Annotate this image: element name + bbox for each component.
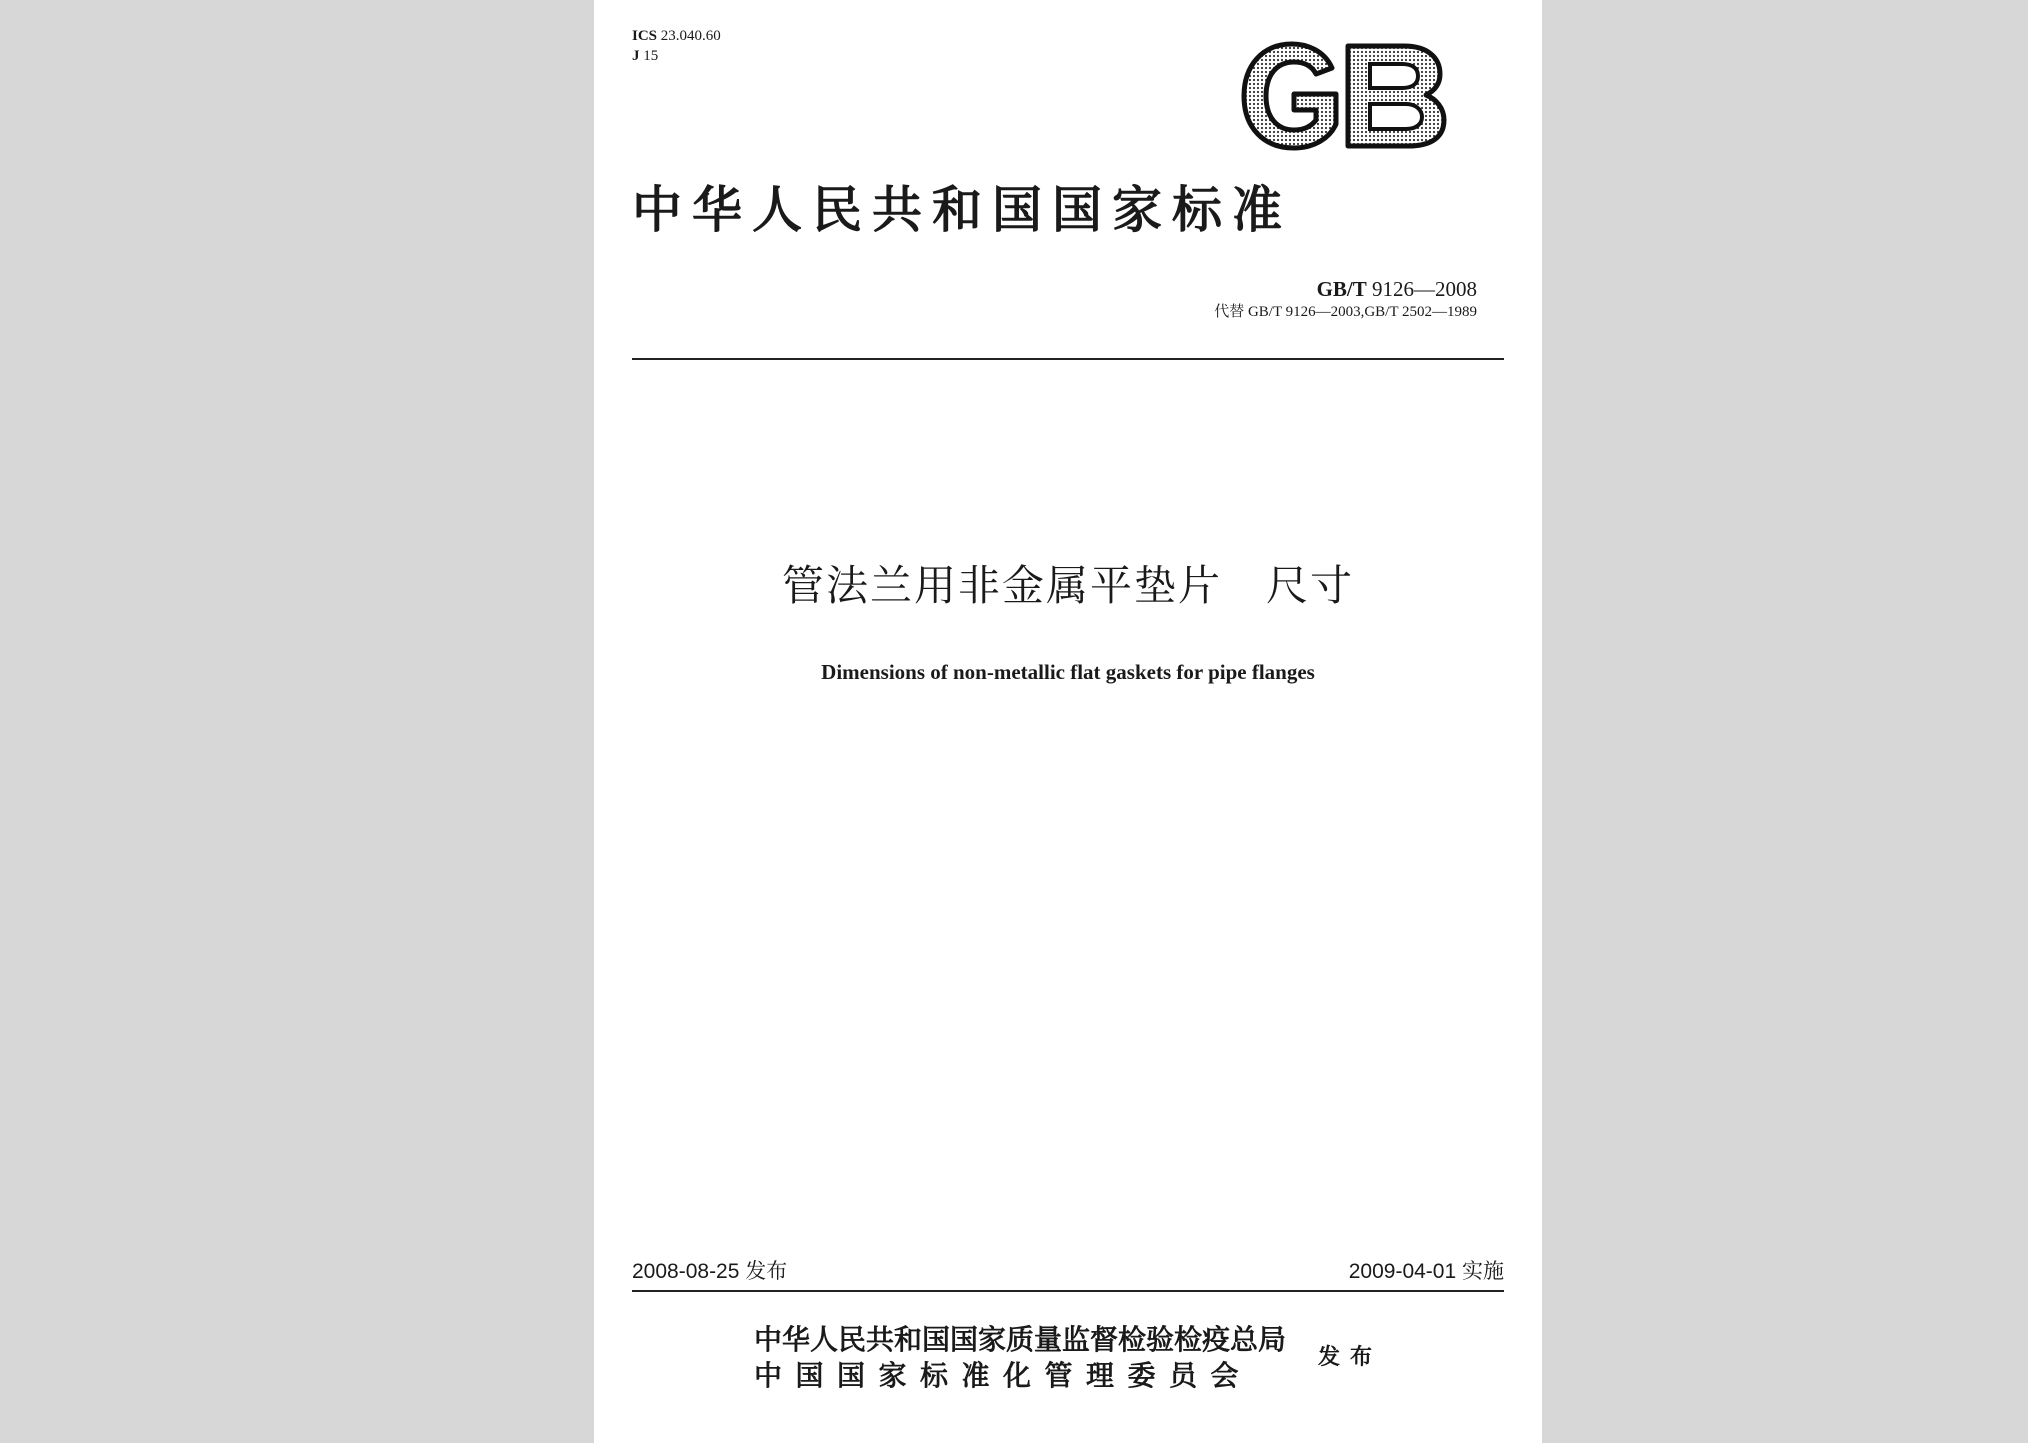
document-type-title: 中华人民共和国国家标准 bbox=[632, 180, 1292, 239]
standard-number bbox=[1317, 276, 1477, 302]
standard-code-number: 9126—2008 bbox=[1372, 277, 1477, 301]
issue-date-line bbox=[632, 1258, 787, 1286]
standard-title-english: Dimensions of non-metallic flat gaskets for pipe flanges bbox=[821, 660, 1315, 684]
ccs-line bbox=[632, 46, 721, 66]
footer-divider bbox=[632, 1290, 1504, 1292]
header-divider bbox=[632, 358, 1504, 360]
publish-word: 发布 bbox=[1318, 1344, 1383, 1370]
issue-word: 发布 bbox=[745, 1260, 788, 1283]
classification-codes bbox=[632, 26, 721, 66]
standard-cover-page bbox=[594, 0, 1542, 1443]
standard-code-label: GB/T bbox=[1316, 277, 1367, 301]
ccs-code: 15 bbox=[643, 48, 659, 64]
logo-letter-g bbox=[1244, 44, 1336, 148]
logo-letter-b bbox=[1348, 46, 1444, 146]
ics-label: ICS bbox=[632, 28, 658, 44]
ics-line bbox=[632, 26, 721, 46]
implementation-word: 实施 bbox=[1462, 1260, 1504, 1283]
standard-title-chinese: 管法兰用非金属平垫片 尺寸 bbox=[781, 561, 1354, 610]
publisher-sac: 中国国家标准化管理委员会 bbox=[754, 1359, 1253, 1392]
replaces-note: 代替 GB/T 9126—2003,GB/T 2502—1989 bbox=[1214, 304, 1477, 320]
implementation-date-line bbox=[1349, 1258, 1504, 1286]
issue-date: 2008-08-25 bbox=[632, 1260, 740, 1283]
implementation-date: 2009-04-01 bbox=[1348, 1260, 1457, 1283]
publisher-aqsiq: 中华人民共和国国家质量监督检验检疫总局 bbox=[754, 1323, 1287, 1356]
ics-code: 23.040.60 bbox=[660, 28, 721, 44]
gb-logo bbox=[1236, 38, 1448, 153]
ccs-label: J bbox=[632, 48, 640, 64]
